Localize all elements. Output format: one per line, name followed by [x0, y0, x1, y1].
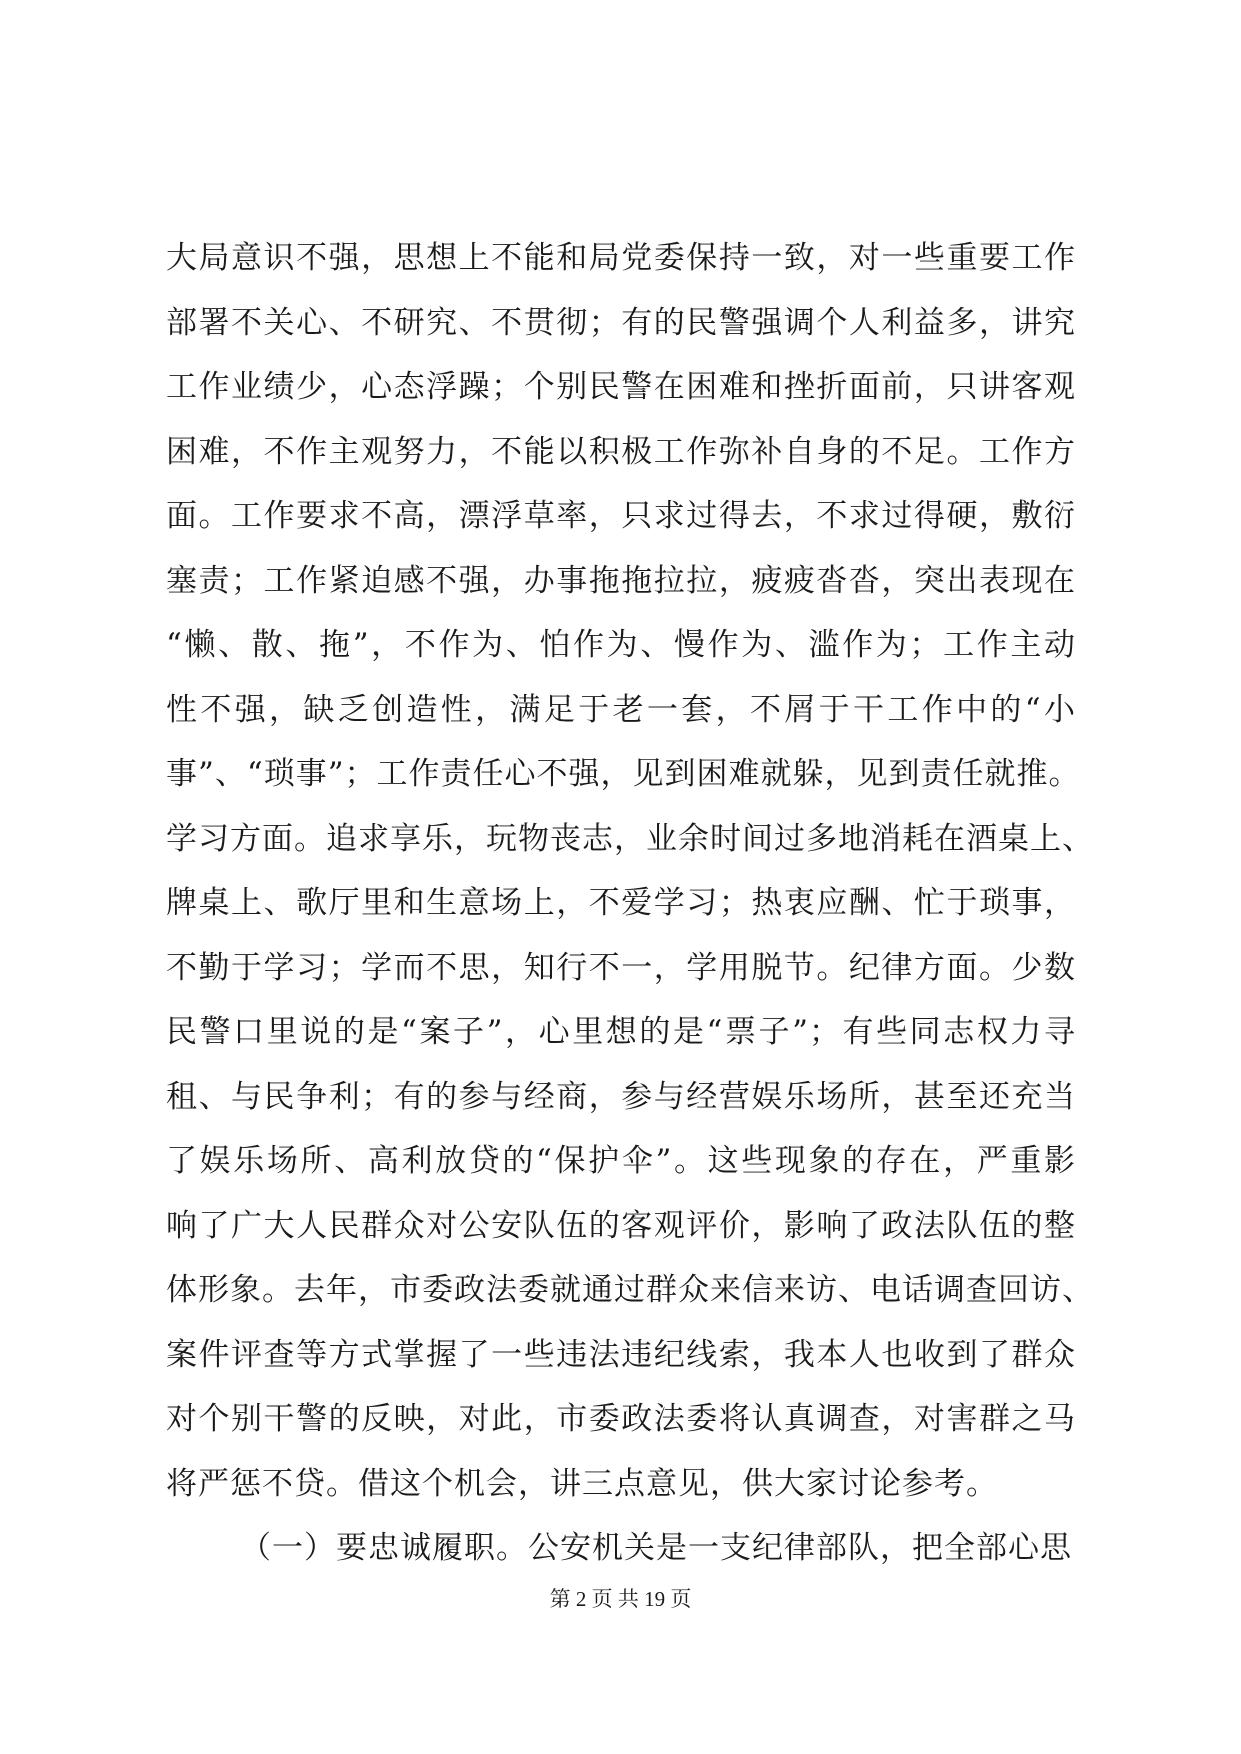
text-line: “懒、散、拖”，不作为、怕作为、慢作为、滥作为；工作主动 [166, 627, 1076, 663]
text-line: 事”、“琐事”；工作责任心不强，见到困难就躲，见到责任就推。 [166, 756, 1081, 792]
text-line: 民警口里说的是“案子”，心里想的是“票子”；有些同志权力寻 [166, 1014, 1076, 1050]
page-number-footer: 第 2 页 共 19 页 [549, 1587, 692, 1611]
body-text [166, 226, 1094, 1581]
text-line: 租、与民争利；有的参与经商，参与经营娱乐场所，甚至还充当 [166, 1078, 1076, 1115]
text-line: 困难，不作主观努力，不能以积极工作弥补自身的不足。工作方 [166, 433, 1076, 470]
text-line: 体形象。去年，市委政法委就通过群众来信来访、电话调查回访、 [166, 1272, 1094, 1308]
text-line: 部署不关心、不研究、不贯彻；有的民警强调个人利益多，讲究 [166, 304, 1076, 341]
text-line: 大局意识不强，思想上不能和局党委保持一致，对一些重要工作 [166, 240, 1076, 276]
text-line: 面。工作要求不高，漂浮草率，只求过得去，不求过得硬，敷衍 [166, 498, 1076, 534]
text-line: 了娱乐场所、高利放贷的“保护伞”。这些现象的存在，严重影 [166, 1143, 1076, 1179]
text-line: 不勤于学习；学而不思，知行不一，学用脱节。纪律方面。少数 [166, 949, 1076, 986]
text-line: 牌桌上、歌厅里和生意场上，不爱学习；热衷应酬、忙于琐事， [166, 885, 1076, 921]
text-line: 塞责；工作紧迫感不强，办事拖拖拉拉，疲疲沓沓，突出表现在 [166, 562, 1076, 599]
text-line: 工作业绩少，心态浮躁；个别民警在困难和挫折面前，只讲客观 [166, 369, 1076, 405]
text-line: 学习方面。追求享乐，玩物丧志，业余时间过多地消耗在酒桌上、 [166, 820, 1094, 857]
text-line-indented: （一）要忠诚履职。公安机关是一支纪律部队，把全部心思 [240, 1530, 1072, 1566]
text-line: 性不强，缺乏创造性，满足于老一套，不屑于干工作中的“小 [166, 691, 1076, 728]
text-line: 对个别干警的反映，对此，市委政法委将认真调查，对害群之马 [166, 1401, 1076, 1437]
text-line-paragraph-end: 将严惩不贷。借这个机会，讲三点意见，供大家讨论参考。 [166, 1465, 998, 1502]
text-line: 响了广大人民群众对公安队伍的客观评价，影响了政法队伍的整 [166, 1207, 1076, 1244]
text-line: 案件评查等方式掌握了一些违法违纪线索，我本人也收到了群众 [166, 1336, 1076, 1373]
